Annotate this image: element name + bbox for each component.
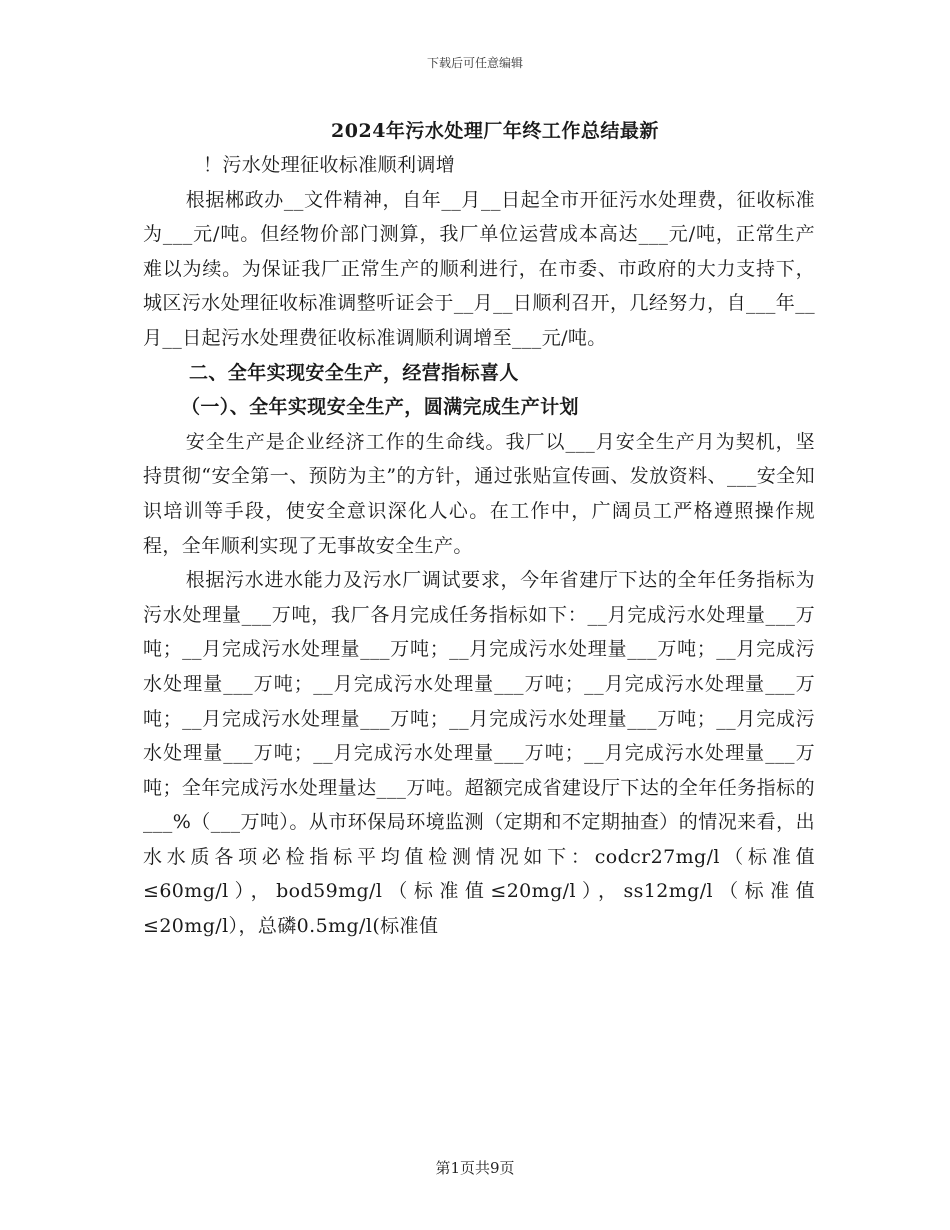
document-body: [143, 148, 815, 944]
subsection-heading: （一）、全年实现安全生产，圆满完成生产计划: [181, 396, 579, 419]
document-title: 2024年污水处理厂年终工作总结最新: [331, 120, 659, 142]
section-heading: 二、全年实现安全生产，经营指标喜人: [189, 361, 519, 384]
page-number: 第1页共9页: [435, 1159, 515, 1177]
section-heading: ！污水处理征收标准顺利调增: [203, 154, 456, 176]
paragraph: 根据郴政办__文件精神，自年__月__日起全市开征污水处理费，征收标准为___元/吨。但经物价部门测算，我厂单位运营成本高达___元/吨，正常生产难以为续。为保证我厂正常生产的顺利进行，在市委、市政府的大力支持下，城区污水处理征收标准调整听证会于__月__日顺利召开，几经努力，自___年__月__日起污水处理费征收标准调顺利调增至___元/吨。: [143, 188, 815, 349]
page-header: 下载后可任意编辑: [426, 56, 523, 70]
paragraph: 安全生产是企业经济工作的生命线。我厂以___月安全生产月为契机，坚持贯彻“安全第一、预防为主”的方针，通过张贴宣传画、发放资料、___安全知识培训等手段，使安全意识深化人心。在工作中，广阔员工严格遵照操作规程，全年顺利实现了无事故安全生产。: [143, 430, 815, 557]
paragraph: 根据污水进水能力及污水厂调试要求，今年省建厅下达的全年任务指标为污水处理量___万吨，我厂各月完成任务指标如下：__月完成污水处理量___万吨；__月完成污水处理量___万吨；__月完成污水处理量___万吨；__月完成污水处理量___万吨；__月完成污水处理量___万吨；__月完成污水处理量___万吨；__月完成污水处理量___万吨；__月完成污水处理量___万吨；__月完成污水处理量___万吨；__月完成污水处理量___万吨；__月完成污水处理量___万吨；全年完成污水处理量达___万吨。超额完成省建设厅下达的全年任务指标的___%（___万吨）。从市环保局环境监测（定期和不定期抽查）的情况来看，出水水质各项必检指标平均值检测情况如下：codcr27mg/l（标准值≤60mg/l），bod59mg/l（标准值≤20mg/l），ss12mg/l（标准值≤20mg/l），总磷0.5mg/l(标准值: [143, 569, 815, 938]
